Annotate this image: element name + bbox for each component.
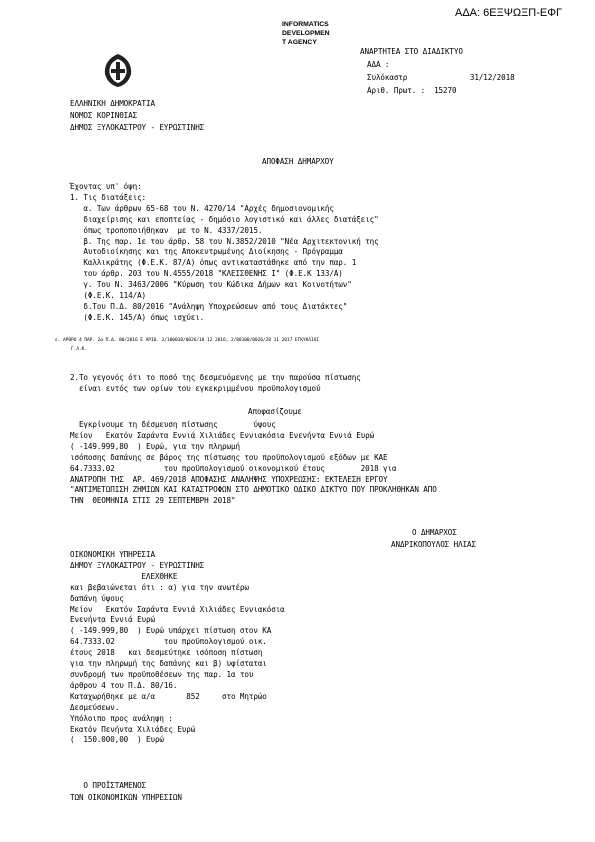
ada-header: ΑΔΑ: 6ΕΞΨΩΞΠ-ΕΦΓ xyxy=(455,7,563,19)
finance-line: Εκατόν Πενήντα Χιλιάδες Ευρώ xyxy=(70,724,196,734)
finance-line: Ενενήντα Εννιά Ευρώ xyxy=(70,615,155,625)
body-line: δ.Του Π.Δ. 80/2016 "Ανάληψη Υποχρεώσεων από τους Διατάκτες" xyxy=(70,301,348,311)
finance-line: Υπόλοιπο προς ανάληψη : xyxy=(70,713,173,723)
authority-line: ΝΟΜΟΣ ΚΟΡΙΝΘΙΑΣ xyxy=(70,111,138,120)
body-line: Έχοντας υπ' όψη: xyxy=(70,182,142,191)
place-date: Συλόκαστρ 31/12/2018 xyxy=(367,73,515,82)
decision-line: ( -149.999,80 ) Ευρώ, για την πληρωμή xyxy=(70,441,240,451)
body-line: διαχείρισης και εποπτείας - δημόσιο λογιστικό και άλλες διατάξεις" xyxy=(70,214,379,224)
body-line: όπως τροποποιήθηκαν με το Ν. 4337/2015. xyxy=(70,225,263,235)
body-line: γ. Του Ν. 3463/2006 "Κύρωση του Κώδικα Δήμων και Κοινοτήτων" xyxy=(70,280,352,290)
finance-line: και βεβαιώνεται ότι : α) για την ανωτέρω xyxy=(70,582,249,592)
head-of-finance-title: ΤΩΝ ΟΙΚΟΝΟΜΙΚΩΝ ΥΠΗΡΕΣΙΩΝ xyxy=(70,793,182,802)
head-of-finance xyxy=(70,780,182,804)
authority-line: ΔΗΜΟΣ ΞΥΛΟΚΑΣΤΡΟΥ - ΕΥΡΩΣΤΙΝΗΣ xyxy=(70,123,205,132)
protocol-number: Αριθ. Πρωτ. : 15270 xyxy=(367,86,457,95)
finance-line: Δεσμεύσεων. xyxy=(70,702,120,712)
finance-line: Μείον Εκατόν Σαράντα Εννιά Χιλιάδες Εννιακόσια xyxy=(70,604,285,614)
mayor-title: Ο ΔΗΜΑΡΧΟΣ xyxy=(412,528,457,537)
finance-line: ΟΙΚΟΝΟΜΙΚΗ ΥΠΗΡΕΣΙΑ xyxy=(70,550,155,559)
finance-line: ( 150.000,00 ) Ευρώ xyxy=(70,735,164,745)
itda-line: DEVELOPMEN xyxy=(282,30,330,37)
small-note-line: ε. ΑΡΘΡΟ 4 ΠΑΡ. 2α Π.Δ. 80/2016 Ε ΑΡΙΘ. 2/100018/0026/10 12 2016, 2/88108/0026/28 11 2017 ΕΓΚΥΚΛΙΟΙ xyxy=(55,338,319,343)
body-line: β. Της παρ. 1ε του άρθρ. 58 του Ν.3852/2010 "Νέα Αρχιτεκτονική της xyxy=(70,236,379,246)
mayor-name: ΑΝΔΡΙΚΟΠΟΥΛΟΣ ΗΛΙΑΣ xyxy=(391,540,476,549)
authority-line: ΕΛΛΗΝΙΚΗ ΔΗΜΟΚΡΑΤΙΑ xyxy=(70,99,155,108)
small-note-line: Γ.Λ.Κ. xyxy=(55,347,87,352)
finance-line: ΔΗΜΟΥ ΞΥΛΟΚΑΣΤΡΟΥ - ΕΥΡΩΣΤΙΝΗΣ xyxy=(70,560,205,570)
document-title: ΑΠΟΦΑΣΗ ΔΗΜΑΡΧΟΥ xyxy=(262,157,334,166)
itda-line: INFORMATICS xyxy=(282,21,329,28)
finance-line: ΕΛΕΧΘΗΚΕ xyxy=(70,571,178,581)
decision-line: ισόποσης δαπάνης σε βάρος της πίστωσης του προϋπολογισμού εξόδων με ΚΑΕ xyxy=(70,452,388,462)
body-line: 2.Το γεγονός ότι το ποσό της δεσμευόμενης με την παρούσα πίστωσης xyxy=(70,373,361,382)
body-line: (Φ.Ε.Κ. 114/Α) xyxy=(70,291,147,301)
head-of-finance-title: Ο ΠΡΟΪΣΤΑΜΕΝΟΣ xyxy=(70,781,147,790)
authority-block xyxy=(70,98,204,134)
decision-line: "ΑΝΤΙΜΕΤΩΠΙΣΗ ΖΗΜΙΩΝ ΚΑΙ ΚΑΤΑΣΤΡΟΦΩΝ ΣΤΟ ΔΗΜΟΤΙΚΟ ΟΔΙΚΟ ΔΙΚΤΥΟ ΠΟΥ ΠΡΟΚΛΗΘΗΚΑΝ ΑΠΟ xyxy=(70,485,437,495)
finance-line: άρθρου 4 του Π.Δ. 80/16. xyxy=(70,680,178,690)
body-line: 1. Τις διατάξεις: xyxy=(70,192,147,202)
finance-line: έτους 2018 και δεσμεύτηκε ισόποση πίστωση xyxy=(70,648,263,658)
decision-line: Εγκρίνουμε τη δέσμευση πίστωσης ύψους xyxy=(70,420,276,429)
body-line: του άρθρ. 203 του Ν.4555/2018 "ΚΛΕΙΣΘΕΝΗΣ Ι" (Φ.Ε.Κ 133/Α) xyxy=(70,269,343,279)
finance-line: Καταχωρήθηκε με α/α 852 στο Μητρώο xyxy=(70,691,267,701)
body-line: είναι εντός των ορίων του εγκεκριμμένου προϋπολογισμού xyxy=(70,383,321,393)
itda-logo xyxy=(282,20,352,47)
considerations xyxy=(70,182,379,324)
body-line: Καλλικράτης (Φ.Ε.Κ. 87/Α) όπως αντικαταστάθηκε από την παρ. 1 xyxy=(70,258,357,268)
decision xyxy=(70,420,437,507)
finance-line: 64.7333.02 του προϋπολογισμού οικ. xyxy=(70,637,267,647)
decision-line: ΤΗΝ ΘΕΟΜΗΝΙΑ ΣΤΙΣ 29 ΣΕΠΤΕΜΒΡΗ 2018" xyxy=(70,496,236,506)
decision-line: ΑΝΑΤΡΟΠΗ ΤΗΣ ΑΡ. 469/2018 ΑΠΟΦΑΣΗΣ ΑΝΑΛΗΨΗΣ ΥΠΟΧΡΕΩΣΗΣ: ΕΚΤΕΛΕΣΗ ΕΡΓΟΥ xyxy=(70,474,388,484)
point-two xyxy=(70,373,361,395)
finance-line: για την πληρωμή της δαπάνης και β) υφίσταται xyxy=(70,659,267,669)
ada-label: ΑΔΑ : xyxy=(367,60,390,69)
decision-line: Μείον Εκατόν Σαράντα Εννιά Χιλιάδες Εννιακόσια Ενενήντα Εννιά Ευρώ xyxy=(70,430,375,440)
finance-line: δαπάνη ύψους xyxy=(70,593,124,603)
posted-online: ΑΝΑΡΤΗΤΕΑ ΣΤΟ ΔΙΑΔΙΚΤΥΟ xyxy=(360,47,463,56)
greek-emblem-icon xyxy=(100,52,136,88)
body-line: (Φ.Ε.Κ. 145/Α) όπως ισχύει. xyxy=(70,312,205,322)
decide-heading: Αποφασίζουμε xyxy=(248,407,302,416)
itda-line: T AGENCY xyxy=(282,39,317,46)
decision-line: 64.7333.02 του προϋπολογισμού οικονομικού έτους 2018 για xyxy=(70,463,397,473)
finance-line: συνδρομή των προϋποθέσεων της παρ. 1α του xyxy=(70,669,254,679)
body-line: α. Των άρθρων 65-68 του Ν. 4270/14 "Αρχές δημοσιονομικής xyxy=(70,203,334,213)
finance-line: ( -149.999,80 ) Ευρώ υπάρχει πίστωση στον ΚΑ xyxy=(70,626,272,636)
finance-certification xyxy=(70,550,285,746)
small-note xyxy=(55,336,319,354)
body-line: Αυτοδιοίκησης και της Αποκεντρωμένης Διοίκησης - Πρόγραμμα xyxy=(70,247,343,257)
